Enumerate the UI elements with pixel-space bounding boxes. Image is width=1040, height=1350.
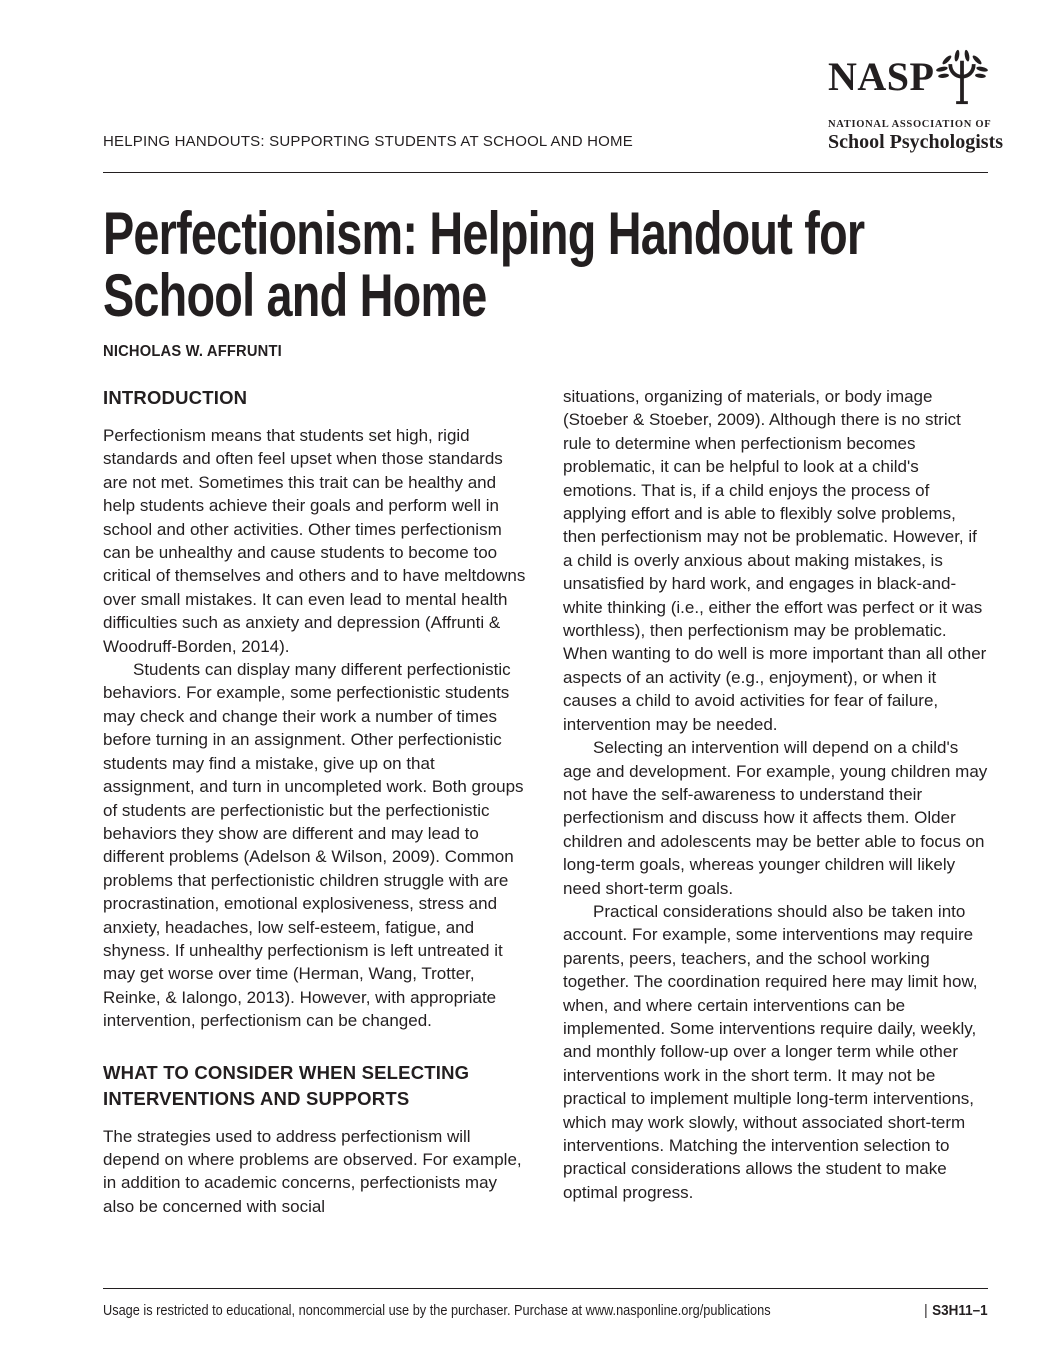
series-title: HELPING HANDOUTS: SUPPORTING STUDENTS AT SCHOOL AND HOME [103,133,633,150]
page-footer [103,1288,988,1319]
page-code [924,1302,988,1319]
psi-tree-icon [936,49,988,116]
considerations-paragraph-1: The strategies used to address perfectionism will depend on where problems are observed. For example, in addition to academic concerns, perfectionists may also be concerned with social [103,1126,522,1216]
page-title-line-1: Perfectionism: Helping Handout for [103,200,865,267]
considerations-paragraph-1-continued: situations, organizing of materials, or body image (Stoeber & Stoeber, 2009). Although there is no strict rule to determine when perfectionism becomes problematic, it can be helpful to look at a child's emotions. That is, if a child enjoys the process of applying effort and is able to flexibly solve problems, then perfectionism may not be problematic. However, if a child is overly anxious about making mistakes, is unsatisfied by hard work, and engages in black-and-white thinking (i.e., either the effort was perfect or it was worthless), then perfectionism may be problematic. When wanting to do well is more important than all other aspects of an activity (e.g., enjoyment), or when it causes a child to avoid activities for fear of failure, intervention may be needed. [563,387,987,734]
left-column [103,385,530,1218]
right-column [563,385,988,1218]
page-title [103,200,988,329]
masthead [103,0,1004,173]
section-heading-what-to-consider: WHAT TO CONSIDER WHEN SELECTING INTERVENTIONS AND SUPPORTS [103,1061,470,1109]
considerations-paragraph-2: Selecting an intervention will depend on a child's age and development. For example, young children may not have the self-awareness to understand their perfectionism and discuss how it affects them. Older children and adolescents may be better able to focus on long-term goals, whereas younger children will likely need short-term goals. [563,738,988,898]
nasp-logo-org-small: NATIONAL ASSOCIATION OF [828,119,992,130]
page-code-value: S3H11–1 [932,1302,988,1319]
section-heading-introduction: INTRODUCTION [103,387,248,408]
author-byline: NICHOLAS W. AFFRUNTI [103,343,282,360]
nasp-logo [828,54,1004,154]
considerations-paragraph-3: Practical considerations should also be taken into account. For example, some interventions may require parents, peers, teachers, and the school working together. The coordination required here may limit how, when, and where certain interventions can be implemented. Some interventions require daily, weekly, and monthly follow-up over a longer term while other interventions work in the short term. It may not be practical to implement multiple long-term interventions, which may work slowly, without associated short-term interventions. Matching the intervention selection to practical considerations allows the student to make optimal progress. [563,901,978,1202]
nasp-logo-org-name: School Psychologists [828,131,1004,153]
page-code-separator: | [924,1302,928,1319]
nasp-logo-top [828,55,988,116]
nasp-logo-acronym: NASP [828,54,935,99]
intro-paragraph-2: Students can display many different perfectionistic behaviors. For example, some perfectionistic students may check and change their work a number of times before turning in an assignment. Other perfectionistic students may find a mistake, give up on that assignment, and turn in uncompleted work. Both groups of students are perfectionistic but the perfectionistic behaviors they show are different and may lead to different problems (Adelson & Wilson, 2009). Common problems that perfectionistic children struggle with are procrastination, emotional explosiveness, stress and anxiety, headaches, low self-esteem, fatigue, and shyness. If unhealthy perfectionism is left untreated it may get worse over time (Herman, Wang, Trotter, Reinke, & Ialongo, 2013). However, with appropriate intervention, perfectionism can be changed. [103,660,524,1031]
two-column-body [103,385,988,1218]
page-title-line-2: School and Home [103,262,487,329]
intro-paragraph-1: Perfectionism means that students set high, rigid standards and often feel upset when those standards are not met. Sometimes this trait can be healthy and help students achieve their goals and perform well in school and other activities. Other times perfectionism can be unhealthy and cause students to become too critical of themselves and others and to have meltdowns over small mistakes. It can even lead to mental health difficulties such as anxiety and depression (Affrunti & Woodruff-Borden, 2014). [103,426,526,656]
usage-notice: Usage is restricted to educational, noncommercial use by the purchaser. Purchase at www.nasponline.org/publications [103,1302,771,1319]
